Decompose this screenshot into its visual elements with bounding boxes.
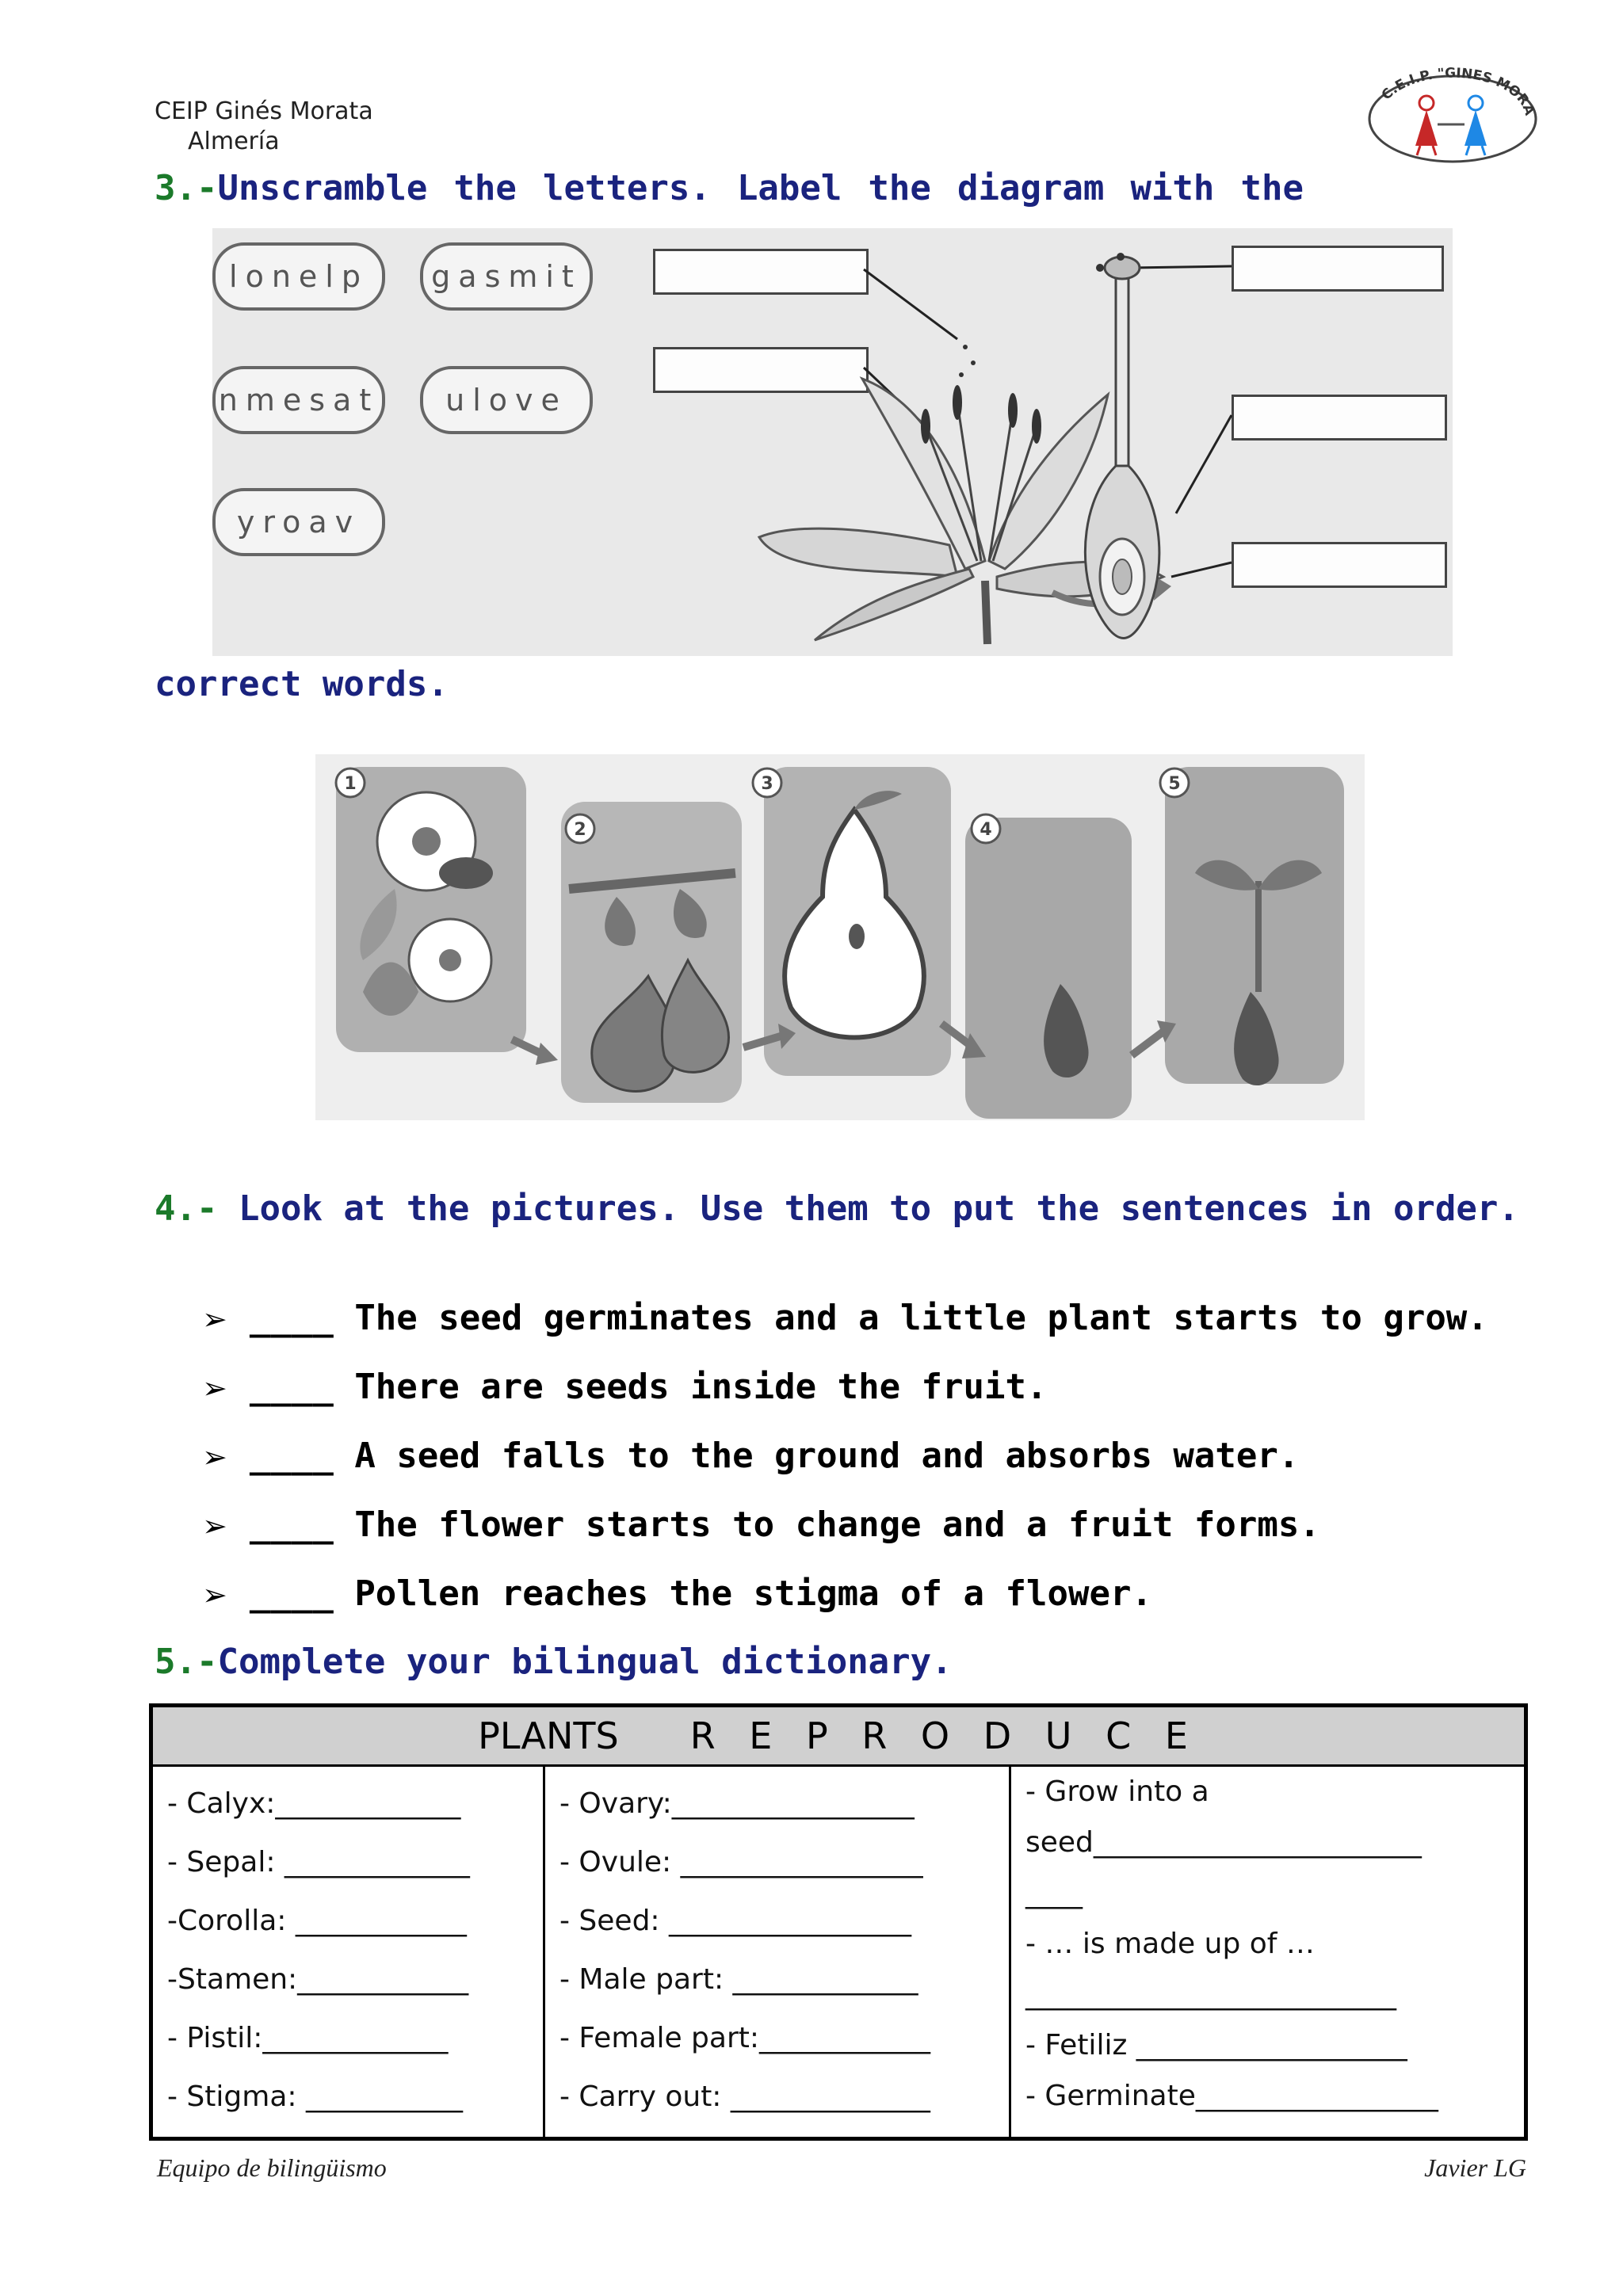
dictionary-entry[interactable]: - Carry out: ______________ (559, 2081, 930, 2113)
scrambled-word-5: yroav (212, 488, 385, 556)
flower-diagram-panel (212, 228, 1453, 656)
arrow-bullet-icon: ➢ (202, 1440, 227, 1474)
dictionary-entry[interactable]: - Female part:____________ (559, 2022, 930, 2054)
pear-life-cycle-panel (315, 754, 1365, 1120)
dictionary-entry[interactable]: -Stamen:____________ (167, 1963, 469, 1996)
bilingual-dictionary-table (149, 1703, 1528, 2141)
step-number-4: 4 (980, 820, 992, 840)
scrambled-word-4: ulove (420, 366, 593, 434)
school-logo (1365, 57, 1541, 165)
dictionary-entry[interactable]: ____ (1025, 1877, 1083, 1909)
sentence-item-1: ➢ ____ The seed germinates and a little plant starts to grow. (202, 1298, 1488, 1338)
sentence-item-3: ➢ ____ A seed falls to the ground and absorbs water. (202, 1436, 1300, 1476)
step-number-1: 1 (344, 774, 357, 794)
table-title-plants: PLANTS (478, 1714, 619, 1757)
dictionary-entry[interactable]: - Calyx:_____________ (167, 1787, 461, 1820)
scrambled-word-1: lonelp (212, 242, 385, 311)
footer-right: Javier LG (1424, 2153, 1526, 2182)
answer-blank[interactable]: ____ (249, 1505, 334, 1545)
exercise3-number: 3.- (155, 168, 218, 208)
arrow-bullet-icon: ➢ (202, 1577, 227, 1612)
answer-blank[interactable]: ____ (249, 1298, 334, 1338)
footer-left: Equipo de bilingüismo (157, 2153, 387, 2182)
dictionary-entry[interactable]: - Ovule: _________________ (559, 1846, 923, 1878)
dictionary-entry[interactable]: - Germinate_________________ (1025, 2080, 1438, 2112)
dictionary-entry[interactable]: - Ovary:_________________ (559, 1787, 915, 1820)
arrow-bullet-icon: ➢ (202, 1508, 227, 1543)
dictionary-entry[interactable]: - Seed: _________________ (559, 1905, 912, 1937)
lily-flower-illustration (212, 228, 1453, 656)
sentence-item-4: ➢ ____ The flower starts to change and a fruit forms. (202, 1505, 1320, 1545)
answer-blank[interactable]: ____ (249, 1436, 334, 1476)
table-header (153, 1707, 1524, 1767)
answer-blank[interactable]: ____ (249, 1573, 334, 1614)
dictionary-entry[interactable]: __________________________ (1025, 1978, 1396, 2011)
exercise3-title-end: correct words. (155, 664, 449, 704)
dictionary-entry[interactable]: - Stigma: ___________ (167, 2081, 463, 2113)
dictionary-entry[interactable]: - Fetiliz ___________________ (1025, 2029, 1407, 2061)
dictionary-column-2 (543, 1767, 1009, 2139)
school-name: CEIP Ginés Morata (155, 97, 373, 125)
dictionary-entry[interactable]: - Sepal: _____________ (167, 1846, 470, 1878)
dictionary-column-3 (1009, 1767, 1524, 2139)
exercise3-title: 3.-Unscramble the letters. Label the diagram with the (155, 168, 1304, 208)
table-title-reproduce: R E P R O D U C E (689, 1714, 1199, 1757)
exercise5-title: 5.-Complete your bilingual dictionary. (155, 1642, 953, 1682)
sentence-item-5: ➢ ____ Pollen reaches the stigma of a flower. (202, 1573, 1152, 1614)
dictionary-entry[interactable]: - Male part: _____________ (559, 1963, 918, 1996)
exercise4-title: 4.- Look at the pictures. Use them to put the sentences in order. (155, 1188, 1519, 1229)
exercise4-number: 4.- (155, 1188, 218, 1229)
arrow-bullet-icon: ➢ (202, 1371, 227, 1405)
dictionary-entry[interactable]: -Corolla: ____________ (167, 1905, 467, 1937)
school-city: Almería (188, 128, 280, 155)
answer-blank[interactable]: ____ (249, 1367, 334, 1407)
dictionary-column-1 (153, 1767, 543, 2139)
exercise5-number: 5.- (155, 1642, 218, 1682)
arrow-bullet-icon: ➢ (202, 1302, 227, 1337)
sentence-item-2: ➢ ____ There are seeds inside the fruit. (202, 1367, 1048, 1407)
dictionary-entry[interactable]: - Grow into a (1025, 1775, 1209, 1808)
dictionary-entry[interactable]: - Pistil:_____________ (167, 2022, 449, 2054)
scrambled-word-3: nmesat (212, 366, 385, 434)
pear-life-cycle-illustration (315, 754, 1365, 1120)
dictionary-entry[interactable]: - … is made up of … (1025, 1928, 1315, 1960)
step-number-5: 5 (1168, 774, 1181, 794)
step-number-3: 3 (761, 774, 773, 794)
logo-text: C.E.I.P. "GINES MORA (1378, 65, 1537, 116)
dictionary-entry[interactable]: seed_______________________ (1025, 1826, 1422, 1859)
step-number-2: 2 (574, 820, 586, 840)
scrambled-word-2: gasmit (420, 242, 593, 311)
